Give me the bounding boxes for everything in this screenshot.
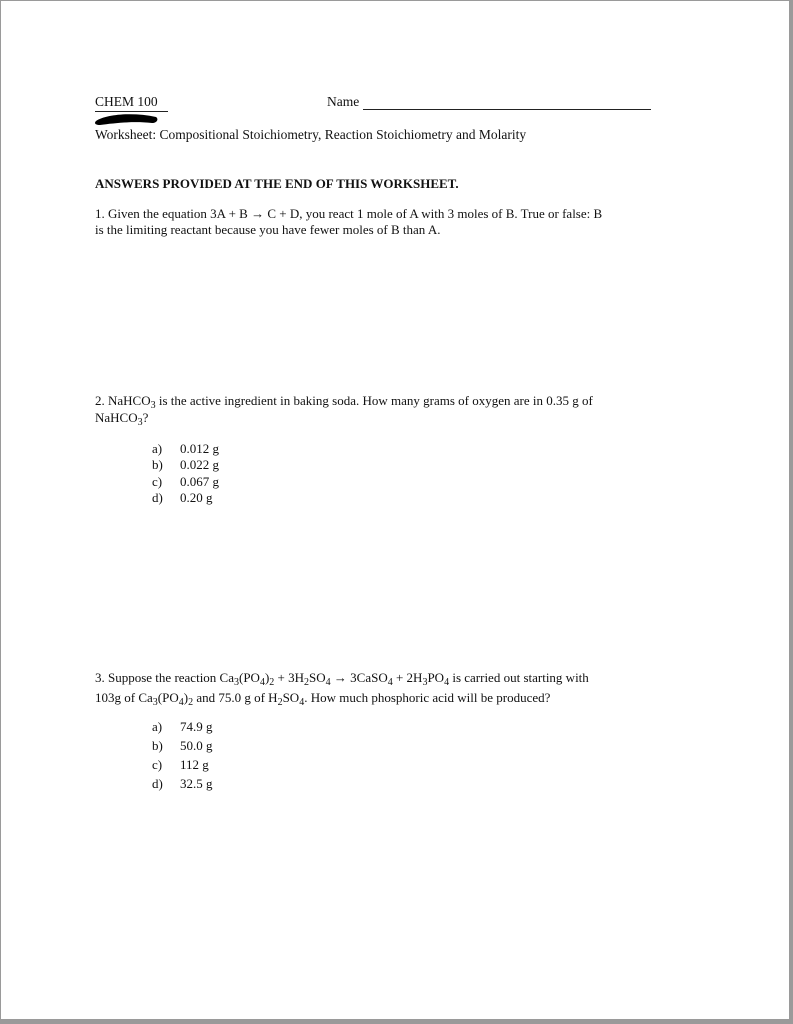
question-3-option-a: a) 74.9 g xyxy=(152,719,213,734)
worksheet-subtitle: Worksheet: Compositional Stoichiometry, Reaction Stoichiometry and Molarity xyxy=(95,127,527,142)
question-3-option-c: c) 112 g xyxy=(152,757,209,772)
question-2-option-b: b) 0.022 g xyxy=(152,457,219,472)
question-1-line-2: is the limiting reactant because you have fewer moles of B than A. xyxy=(95,222,441,237)
question-3-line-2: 103g of $Ca_3(PO_4)_2$ and 75.0 g of $H_2SO_4$. How much phosphoric acid will be produced? xyxy=(95,690,551,708)
question-2-option-a: a) 0.012 g xyxy=(152,441,219,456)
question-3-option-d: d) 32.5 g xyxy=(152,776,213,791)
name-label: Name xyxy=(327,94,360,109)
question-2-option-d: d) 0.20 g xyxy=(152,490,213,505)
course-title: CHEM 100 xyxy=(95,94,158,109)
worksheet-page xyxy=(1,1,789,1019)
answers-notice: ANSWERS PROVIDED AT THE END OF THIS WORKSHEET. xyxy=(95,176,459,191)
question-1-line-1: 1. Given the equation 3A + B → C + D, you react 1 mole of A with 3 moles of B. True or false: B xyxy=(95,206,603,221)
redaction-mark xyxy=(94,112,160,126)
question-2-option-c: c) 0.067 g xyxy=(152,474,219,489)
name-blank-line xyxy=(363,109,651,110)
question-2-line-2: NaHCO$_3$? xyxy=(95,410,149,428)
question-3-option-b: b) 50.0 g xyxy=(152,738,213,753)
question-3-line-1: 3. Suppose the reaction $Ca_3(PO_4)_2 + 3H_2SO_4$ → 3CaSO$_4$ + $2H_3PO_4$ is carried out starting with xyxy=(95,670,589,688)
question-2-line-1: 2. NaHCO$_3$ is the active ingredient in baking soda. How many grams of oxygen are in 0.35 g of xyxy=(95,393,593,411)
